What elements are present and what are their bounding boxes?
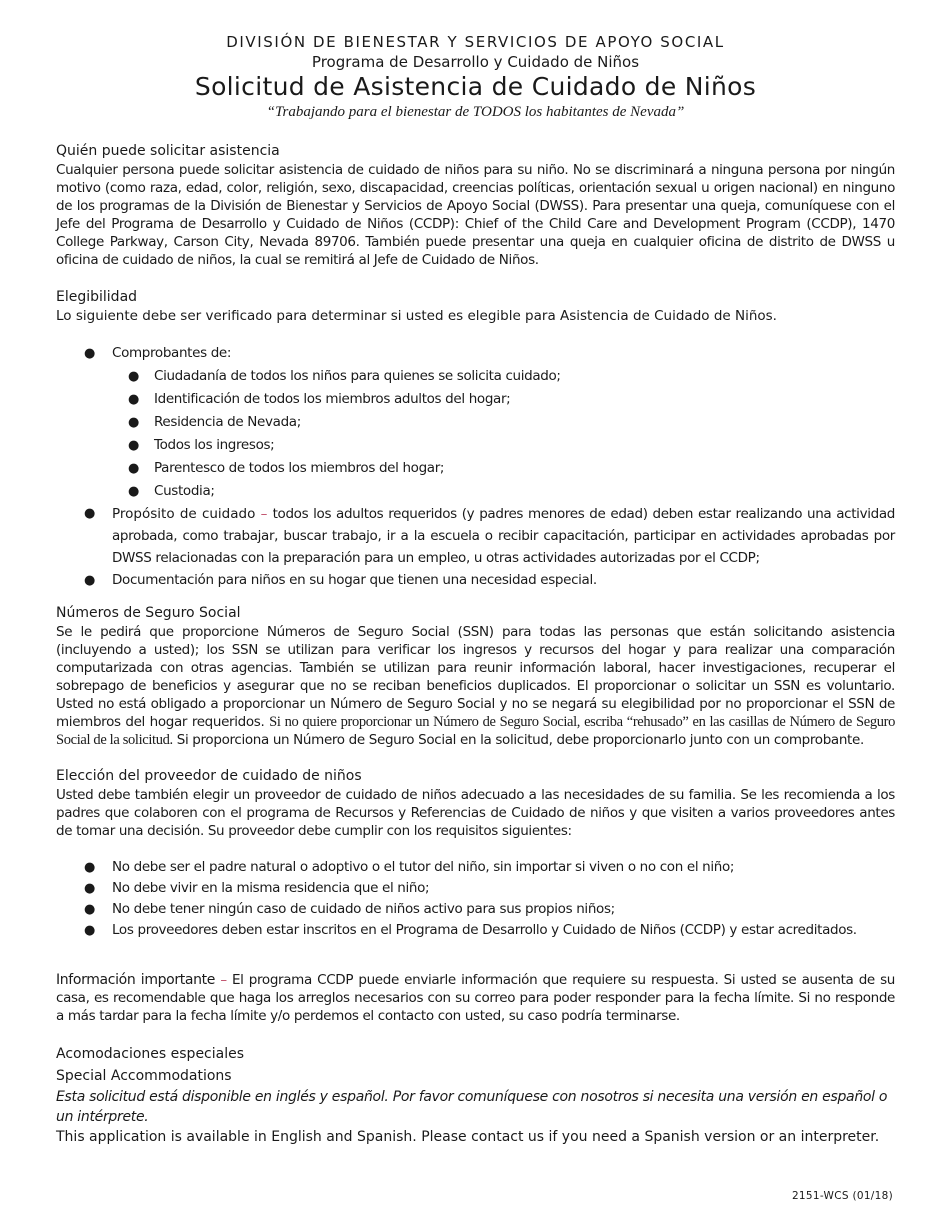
bullet-icon: ● (128, 369, 140, 384)
section-who-can-apply (56, 142, 895, 269)
agency-motto: “Trabajando para el bienestar de TODOS los habitantes de Nevada” (266, 104, 685, 120)
program-name: Programa de Desarrollo y Cuidado de Niños (311, 53, 640, 71)
section-intro: Lo siguiente debe ser verificado para determinar si usted es elegible para Asistencia de Cuidado de Niños. (56, 308, 777, 324)
requirement-item: Los proveedores deben estar inscritos en el Programa de Desarrollo y Cuidado de Niños (CCDP) y estar acreditados. (112, 922, 857, 938)
requirement-item: No debe tener ningún caso de cuidado de niños activo para sus propios niños; (112, 901, 615, 917)
bullet-icon: ● (84, 902, 96, 917)
bullet-icon: ● (128, 392, 140, 407)
purpose-label: Propósito de cuidado (112, 506, 256, 522)
proof-label: Comprobantes de: (112, 345, 232, 361)
form-title: Solicitud de Asistencia de Cuidado de Niños (194, 72, 757, 101)
list-item (112, 411, 895, 434)
bullet-icon: ● (128, 415, 140, 430)
list-item (56, 920, 895, 941)
important-text: El programa CCDP puede enviarle información que requiere su respuesta. Si usted se ausenta de su casa, es recomendable que haga los arreglos necesarios con su correo para poder responder para la fecha límite. Si no responde a más tardar para la fecha límite y/o perdemos el contacto con usted, su caso podría terminarse. (56, 972, 896, 1024)
bullet-icon: ● (84, 923, 96, 938)
list-item (56, 503, 895, 569)
list-item (112, 388, 895, 411)
document-header (56, 32, 895, 121)
accommodation-text-en: This application is available in English and Spanish. Please contact us if you need a Spanish version or an interpreter. (56, 1129, 880, 1145)
bullet-icon: ● (84, 506, 96, 521)
proof-item: Residencia de Nevada; (154, 414, 301, 430)
section-body (56, 623, 895, 749)
requirement-item: No debe vivir en la misma residencia que el niño; (112, 880, 430, 896)
proof-item: Ciudadanía de todos los niños para quienes se solicita cuidado; (154, 368, 561, 384)
bullet-icon: ● (84, 573, 96, 588)
special-needs-text: Documentación para niños en su hogar que tienen una necesidad especial. (112, 572, 597, 588)
section-social-security (56, 604, 895, 749)
ssn-body-part1: Se le pedirá que proporcione Números de Seguro Social (SSN) para todas las personas que están solicitando asistencia (incluyendo a usted); los SSN se utilizan para verificar los ingresos y recursos del hogar y para realizar una comparación computarizada con otras agencias. También se utilizan para reunir información laboral, hacer investigaciones, recuperar el sobrepago de beneficios y asegurar que no se reciban beneficios duplicados. El proporcionar o solicitar un SSN es voluntario. Usted no está obligado a proporcionar un Número de Seguro Social y no se negará su elegibilidad por no proporcionar el SSN de miembros del hogar requeridos. (56, 624, 895, 730)
section-title-en: Special Accommodations (56, 1068, 232, 1084)
bullet-icon: ● (84, 860, 96, 875)
list-item (112, 365, 895, 388)
section-eligibility (56, 288, 895, 592)
proof-item: Todos los ingresos; (154, 437, 275, 453)
list-item (56, 569, 895, 592)
purpose-dash: – (260, 506, 268, 522)
document-page (56, 32, 895, 1147)
list-item (112, 457, 895, 480)
important-label: Información importante (56, 972, 216, 988)
provider-requirements-list (56, 857, 895, 941)
proof-list (112, 365, 895, 503)
section-title: Elección del proveedor de cuidado de niños (56, 768, 362, 784)
bullet-icon: ● (84, 881, 96, 896)
requirement-item: No debe ser el padre natural o adoptivo o el tutor del niño, sin importar si viven o no con el niño; (112, 859, 735, 875)
section-title: Números de Seguro Social (56, 605, 241, 621)
list-item (56, 342, 895, 503)
agency-name: DIVISIÓN DE BIENESTAR Y SERVICIOS DE APOYO SOCIAL (226, 33, 725, 51)
proof-item: Parentesco de todos los miembros del hogar; (154, 460, 445, 476)
proof-item: Identificación de todos los miembros adultos del hogar; (154, 391, 511, 407)
ssn-body-part2: Si no quiere proporcionar un Número de Seguro Social, escriba “rehusado” en las casillas de Número de Seguro Social de la solicitud. (56, 714, 895, 748)
important-dash: – (220, 972, 227, 988)
section-accommodations (56, 1043, 895, 1147)
section-body: Cualquier persona puede solicitar asistencia de cuidado de niños para su niño. No se discriminará a ninguna persona por ningún motivo (como raza, edad, color, religión, sexo, discapacidad, creencias políticas, orientación sexual u origen nacional) en ninguno de los programas de la División de Bienestar y Servicios de Apoyo Social (DWSS). Para presentar una queja, comuníquese con el Jefe del Programa de Desarrollo y Cuidado de Niños (CCDP): Chief of the Child Care and Development Program (CCDP), 1470 College Parkway, Carson City, Nevada 89706. También puede presentar una queja en cualquier oficina de distrito de DWSS u oficina de cuidado de niños, la cual se remitirá al Jefe de Cuidado de Niños. (56, 162, 895, 268)
section-body: Usted debe también elegir un proveedor de cuidado de niños adecuado a las necesidades de su familia. Se les recomienda a los padres que colaboren con el programa de Recursos y Referencias de Cuidado de niños y que visiten a varios proveedores antes de tomar una decisión. Su proveedor debe cumplir con los requisitos siguientes: (56, 787, 895, 839)
eligibility-list (56, 342, 895, 592)
list-item (56, 899, 895, 920)
list-item (112, 434, 895, 457)
bullet-icon: ● (128, 484, 140, 499)
proof-item: Custodia; (154, 483, 215, 499)
list-item (112, 480, 895, 503)
list-item (56, 878, 895, 899)
bullet-icon: ● (128, 461, 140, 476)
section-provider-choice (56, 767, 895, 941)
purpose-text: todos los adultos requeridos (y padres menores de edad) deben estar realizando una actividad aprobada, como trabajar, buscar trabajo, ir a la escuela o recibir capacitación, participar en actividades aprobadas por DWSS relacionadas con la preparación para un empleo, u otras actividades autorizadas por el CCDP; (112, 506, 895, 566)
form-number: 2151-WCS (01/18) (791, 1190, 893, 1202)
bullet-icon: ● (84, 346, 96, 361)
section-title: Elegibilidad (56, 289, 138, 305)
ssn-body-part3: Si proporciona un Número de Seguro Social en la solicitud, debe proporcionarlo junto con un comprobante. (176, 732, 864, 748)
bullet-icon: ● (128, 438, 140, 453)
important-information (56, 971, 895, 1025)
list-item (56, 857, 895, 878)
accommodation-text-es: Esta solicitud está disponible en inglés y español. Por favor comuníquese con nosotros si necesita una versión en español o un intérprete. (56, 1089, 888, 1125)
section-title: Quién puede solicitar asistencia (56, 143, 280, 159)
section-title-es: Acomodaciones especiales (56, 1046, 245, 1062)
